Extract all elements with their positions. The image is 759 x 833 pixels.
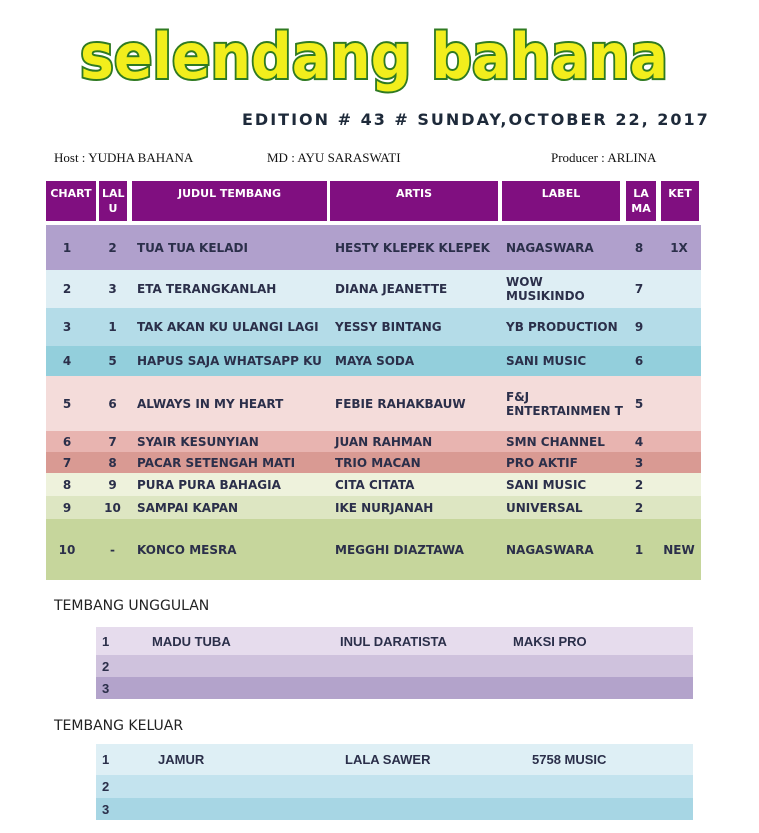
- cell-ket: NEW: [663, 542, 695, 557]
- cell-chart: 5: [62, 396, 72, 411]
- cell-lalu: 5: [108, 354, 117, 368]
- cell-lalu: 8: [108, 455, 117, 470]
- cell-ket: [659, 431, 699, 452]
- cell-judul: SAMPAI KAPAN: [137, 500, 239, 515]
- cell-label: UNIVERSAL: [506, 500, 583, 515]
- cell-artis: FEBIE RAHAKBAUW: [335, 396, 466, 411]
- cell-no: 1: [102, 633, 110, 649]
- col-header-artis: ARTIS: [330, 181, 498, 221]
- keluar-title: TEMBANG KELUAR: [54, 718, 184, 734]
- cell-label: SANI MUSIC: [506, 354, 587, 368]
- cell-artis: INUL DARATISTA: [340, 633, 447, 649]
- table-row: [46, 376, 701, 431]
- cell-lalu: 1: [108, 320, 117, 334]
- cell-artis: LALA SAWER: [345, 752, 431, 767]
- cell-label: F&J ENTERTAINMEN T: [506, 389, 623, 418]
- cell-lama: 2: [634, 500, 644, 515]
- cell-lama: 5: [634, 396, 644, 411]
- cell-ket: [659, 346, 699, 376]
- cell-judul: MADU TUBA: [152, 633, 231, 649]
- cell-artis: TRIO MACAN: [335, 455, 421, 470]
- list-item: [96, 655, 693, 677]
- cell-judul: PACAR SETENGAH MATI: [137, 455, 296, 470]
- cell-artis: IKE NURJANAH: [335, 500, 434, 515]
- logo-text: selendang bahana: [80, 22, 668, 93]
- cell-lama: 2: [634, 477, 644, 492]
- list-item: [96, 798, 693, 820]
- col-header-chart: CHART: [46, 181, 96, 221]
- col-header-lama: LA MA: [626, 181, 656, 221]
- cell-chart: 1: [62, 240, 72, 255]
- cell-label: YB PRODUCTION: [506, 320, 618, 334]
- cell-chart: 10: [58, 542, 76, 557]
- cell-artis: MEGGHI DIAZTAWA: [335, 542, 464, 557]
- table-row: [46, 308, 701, 346]
- list-item: [96, 627, 693, 655]
- cell-lama: 4: [634, 434, 644, 449]
- cell-lama: 8: [634, 240, 644, 255]
- cell-judul: SYAIR KESUNYIAN: [137, 434, 259, 449]
- cell-ket: [659, 496, 699, 519]
- cell-no: 3: [102, 801, 110, 817]
- logo: [76, 22, 672, 104]
- cell-chart: 6: [62, 434, 72, 449]
- cell-label: NAGASWARA: [506, 542, 594, 557]
- col-header-judul: JUDUL TEMBANG: [132, 181, 327, 221]
- table-row: [46, 225, 701, 270]
- table-row: [46, 496, 701, 519]
- cell-lama: 9: [634, 320, 644, 334]
- cell-ket: [659, 308, 699, 346]
- list-item: [96, 775, 693, 798]
- cell-chart: 4: [62, 354, 72, 368]
- cell-label: PRO AKTIF: [506, 455, 578, 470]
- col-header-ket: KET: [661, 181, 699, 221]
- cell-artis: YESSY BINTANG: [335, 320, 442, 334]
- unggulan-title: TEMBANG UNGGULAN: [54, 598, 210, 614]
- cell-artis: JUAN RAHMAN: [335, 434, 433, 449]
- cell-ket: [659, 473, 699, 496]
- cell-ket: [659, 270, 699, 308]
- cell-no: 2: [102, 658, 110, 674]
- col-header-lalu: LAL U: [99, 181, 127, 221]
- cell-judul: HAPUS SAJA WHATSAPP KU: [137, 354, 322, 368]
- list-item: [96, 677, 693, 699]
- cell-judul: TAK AKAN KU ULANGI LAGI: [137, 320, 319, 334]
- table-row: [46, 270, 701, 308]
- cell-ket: [659, 376, 699, 431]
- cell-label: MAKSI PRO: [513, 633, 587, 649]
- md-credit: MD : AYU SARASWATI: [267, 150, 401, 165]
- col-header-label: LABEL: [502, 181, 620, 221]
- cell-label: 5758 MUSIC: [532, 752, 607, 767]
- cell-chart: 9: [62, 500, 72, 515]
- cell-lalu: 7: [108, 434, 117, 449]
- cell-ket: 1X: [670, 240, 688, 255]
- cell-artis: CITA CITATA: [335, 477, 415, 492]
- cell-artis: MAYA SODA: [335, 354, 415, 368]
- cell-lalu: 10: [104, 500, 121, 515]
- cell-label: NAGASWARA: [506, 240, 594, 255]
- table-row: [46, 431, 701, 452]
- cell-chart: 3: [62, 320, 72, 334]
- cell-lama: 6: [634, 354, 644, 368]
- cell-no: 1: [102, 752, 110, 767]
- list-item: [96, 744, 693, 775]
- cell-lalu: 6: [108, 396, 117, 411]
- cell-ket: [659, 452, 699, 473]
- table-row: [46, 346, 701, 376]
- cell-label: SANI MUSIC: [506, 477, 587, 492]
- cell-chart: 8: [62, 477, 72, 492]
- cell-judul: KONCO MESRA: [137, 542, 237, 557]
- cell-lalu: -: [110, 542, 115, 557]
- cell-chart: 2: [62, 282, 72, 296]
- cell-chart: 7: [62, 455, 72, 470]
- cell-lalu: 2: [108, 240, 117, 255]
- cell-lalu: 3: [108, 282, 117, 296]
- cell-judul: JAMUR: [158, 752, 205, 767]
- cell-judul: ETA TERANGKANLAH: [137, 282, 277, 296]
- cell-lama: 7: [634, 282, 644, 296]
- cell-judul: ALWAYS IN MY HEART: [137, 396, 284, 411]
- cell-judul: PURA PURA BAHAGIA: [137, 477, 281, 492]
- cell-label: WOW MUSIKINDO: [506, 275, 585, 303]
- cell-judul: TUA TUA KELADI: [137, 240, 248, 255]
- table-row: [46, 519, 701, 580]
- edition-heading: EDITION # 43 # SUNDAY,OCTOBER 22, 2017: [242, 110, 710, 129]
- cell-no: 2: [102, 779, 110, 794]
- cell-artis: DIANA JEANETTE: [335, 282, 448, 296]
- table-row: [46, 452, 701, 473]
- cell-lalu: 9: [108, 477, 117, 492]
- host-credit: Host : YUDHA BAHANA: [54, 150, 194, 165]
- cell-lama: 3: [634, 455, 644, 470]
- table-row: [46, 473, 701, 496]
- cell-no: 3: [102, 680, 110, 696]
- cell-lama: 1: [634, 542, 644, 557]
- cell-label: SMN CHANNEL: [506, 434, 605, 449]
- producer-credit: Producer : ARLINA: [551, 150, 657, 165]
- cell-artis: HESTY KLEPEK KLEPEK: [335, 240, 490, 255]
